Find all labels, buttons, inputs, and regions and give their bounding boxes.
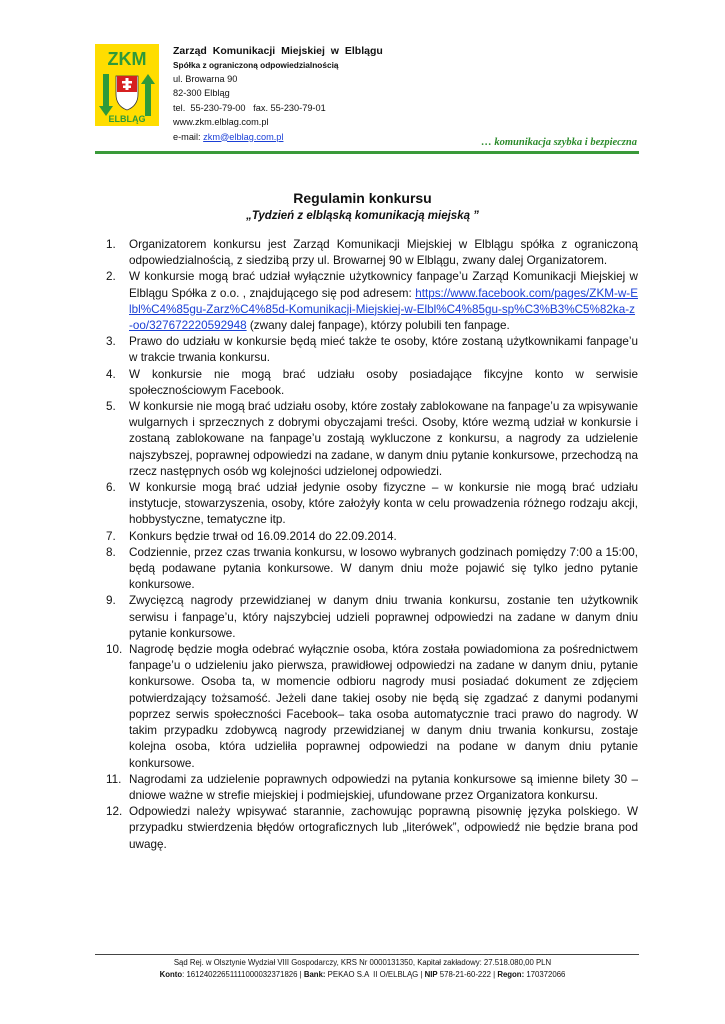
logo-city: ELBLĄG — [108, 114, 146, 124]
rule-item: 5. W konkursie nie mogą brać udziału osoby, które zostały zablokowane na fanpage’u za wpisywanie wulgarnych i sprzecznych z dobrymi obyczajami treści. Osoby, które wezmą udział w konkursie i zostaną zablokowane na fanpage’u zostają wykluczone z konkursu, a nagrody za udzielenie najszybszej, poprawnej odpowiedzi na zadane, w danym dniu pytanie konkursowe, przechodzą na rzecz następnych osób wg kolejności udzielonej odpowiedzi. — [106, 400, 638, 478]
company-website: www.zkm.elblag.com.pl — [173, 117, 269, 127]
company-legal-form: Spółka z ograniczoną odpowiedzialnością — [173, 59, 339, 70]
rule-item: 3. Prawo do udziału w konkursie będą mieć także te osoby, które zostaną użytkownikami fanpage’u w trakcie trwania konkursu. — [106, 335, 638, 365]
rule-item: 6. W konkursie mogą brać udział jedynie osoby fizyczne – w konkursie nie mogą brać udziału instytucje, stowarzyszenia, osoby, które założyły konta w celu prowadzenia różnego rodzaju akcji, hobbystyczne, tematyczne itp. — [106, 481, 638, 527]
zkm-logo — [95, 44, 159, 126]
rule-item: 4. W konkursie nie mogą brać udziału osoby posiadające fikcyjne konto w serwisie społecznościowym Facebook. — [106, 367, 638, 397]
rules-list — [106, 237, 638, 853]
company-header — [173, 44, 383, 144]
facebook-link[interactable]: https://www.facebook.com/pages/ZKM-w-Elbl%C4%85gu-Zarz%C4%85d-Komunikacji-Miejskiej-w-Elbl%C4%85gu-sp%C3%B3%C5%82ka-z-oo/327672220592948 — [129, 286, 638, 333]
page-subtitle: „Tydzień z elbląską komunikacją miejską ” — [246, 210, 479, 222]
rule-item: 1. Organizatorem konkursu jest Zarząd Komunikacji Miejskiej w Elblągu spółka z ograniczoną odpowiedzialnością, z siedzibą przy ul. Browarnej 90 w Elblągu, zwany dalej Organizatorem. — [106, 238, 638, 268]
rule-item: 9. Zwycięzcą nagrody przewidzianej w danym dniu trwania konkursu, zostanie ten użytkownik serwisu i fanpage’u, który najszybciej udzieli poprawnej odpowiedzi na zadane w danym dniu pytanie konkursowe. — [106, 594, 638, 640]
footer-divider — [95, 954, 639, 955]
rule-item: 11. Nagrodami za udzielenie poprawnych odpowiedzi na pytania konkursowe są imienne bilety 30 – dniowe ważne w strefie miejskiej i podmiejskiej, ufundowane przez Organizatora konkursu. — [106, 772, 638, 802]
company-postal: 82-300 Elbląg — [173, 88, 230, 98]
email-label: e-mail: — [173, 131, 201, 142]
rule-item: 8. Codziennie, przez czas trwania konkursu, w losowo wybranych godzinach pomiędzy 7:00 a 15:00, będą podawane pytania konkursowe. W danym dniu może pojawić się tylko jedno pytanie konkursowe. — [106, 545, 638, 592]
company-email-line — [173, 130, 383, 145]
email-link[interactable]: zkm@elblag.com.pl — [203, 131, 284, 142]
rule-item: 10. Nagrodę będzie mogła odebrać wyłącznie osoba, która została powiadomiona za pośrednictwem fanpage’u o udzieleniu jako pierwsza, prawidłowej odpowiedzi na zadane w danym dniu, pytanie konkursowe. Osoba ta, w momencie odbioru nagrody musi posiadać dokument ze zdjęciem potwierdzający tożsamość. Jeżeli dane takiej osoby nie będą się zgadzać z danymi podanymi poprzez serwis społeczności Facebook– taka osoba automatycznie traci prawo do nagrody. W takim przypadku zdobywcą nagrody przewidzianej w danym dniu trwania konkursu, zostaje kolejna osoba, która udzieliła poprawnej odpowiedzi na podane w danym dniu pytanie konkursowe. — [106, 643, 638, 770]
logo-text: ZKM — [107, 49, 147, 69]
footer-registry: Sąd Rej. w Olsztynie Wydział VIII Gospodarczy, KRS Nr 0000131350, Kapitał zakładowy: 27.518.080,00 PLN — [173, 958, 552, 967]
header-divider — [95, 151, 639, 154]
page-title: Regulamin konkursu — [293, 190, 432, 206]
slogan: … komunikacja szybka i bezpieczna — [481, 137, 637, 148]
company-name: Zarząd Komunikacji Miejskiej w Elblągu — [173, 45, 383, 57]
company-street: ul. Browarna 90 — [173, 73, 238, 84]
footer — [0, 957, 725, 980]
rule-item: 12. Odpowiedzi należy wpisywać starannie, zachowując poprawną pisownię języka polskiego. W przypadku stwierdzenia błędów ortograficznych lub „literówek”, odpowiedź nie będzie brana pod uwagę. — [106, 805, 638, 851]
rule-item: 7. Konkurs będzie trwał od 16.09.2014 do 22.09.2014. — [106, 529, 397, 543]
footer-bank-details: Konto: 16124022651111000032371826 | Bank: PEKAO S.A II O/ELBLĄG | NIP 578-21-60-222 | Regon: 170372066 — [159, 969, 566, 979]
company-phone: tel. 55-230-79-00 fax. 55-230-79-01 — [173, 102, 326, 113]
rule-item: 2. W konkursie mogą brać udział wyłącznie użytkownicy fanpage’u Zarząd Komunikacji Miejskiej w Elblągu Spółka z o.o. , znajdującego się pod adresem: https://www.facebook.com/pages/ZKM-w-Elbl%C4%85gu-Zarz%C4%85d-Komunikacji-Miejskiej-w-Elbl%C4%85gu-sp%C3%B3%C5%82ka-z-oo/327672220592948 (zwany dalej fanpage), którzy polubili ten fanpage. — [106, 270, 638, 333]
